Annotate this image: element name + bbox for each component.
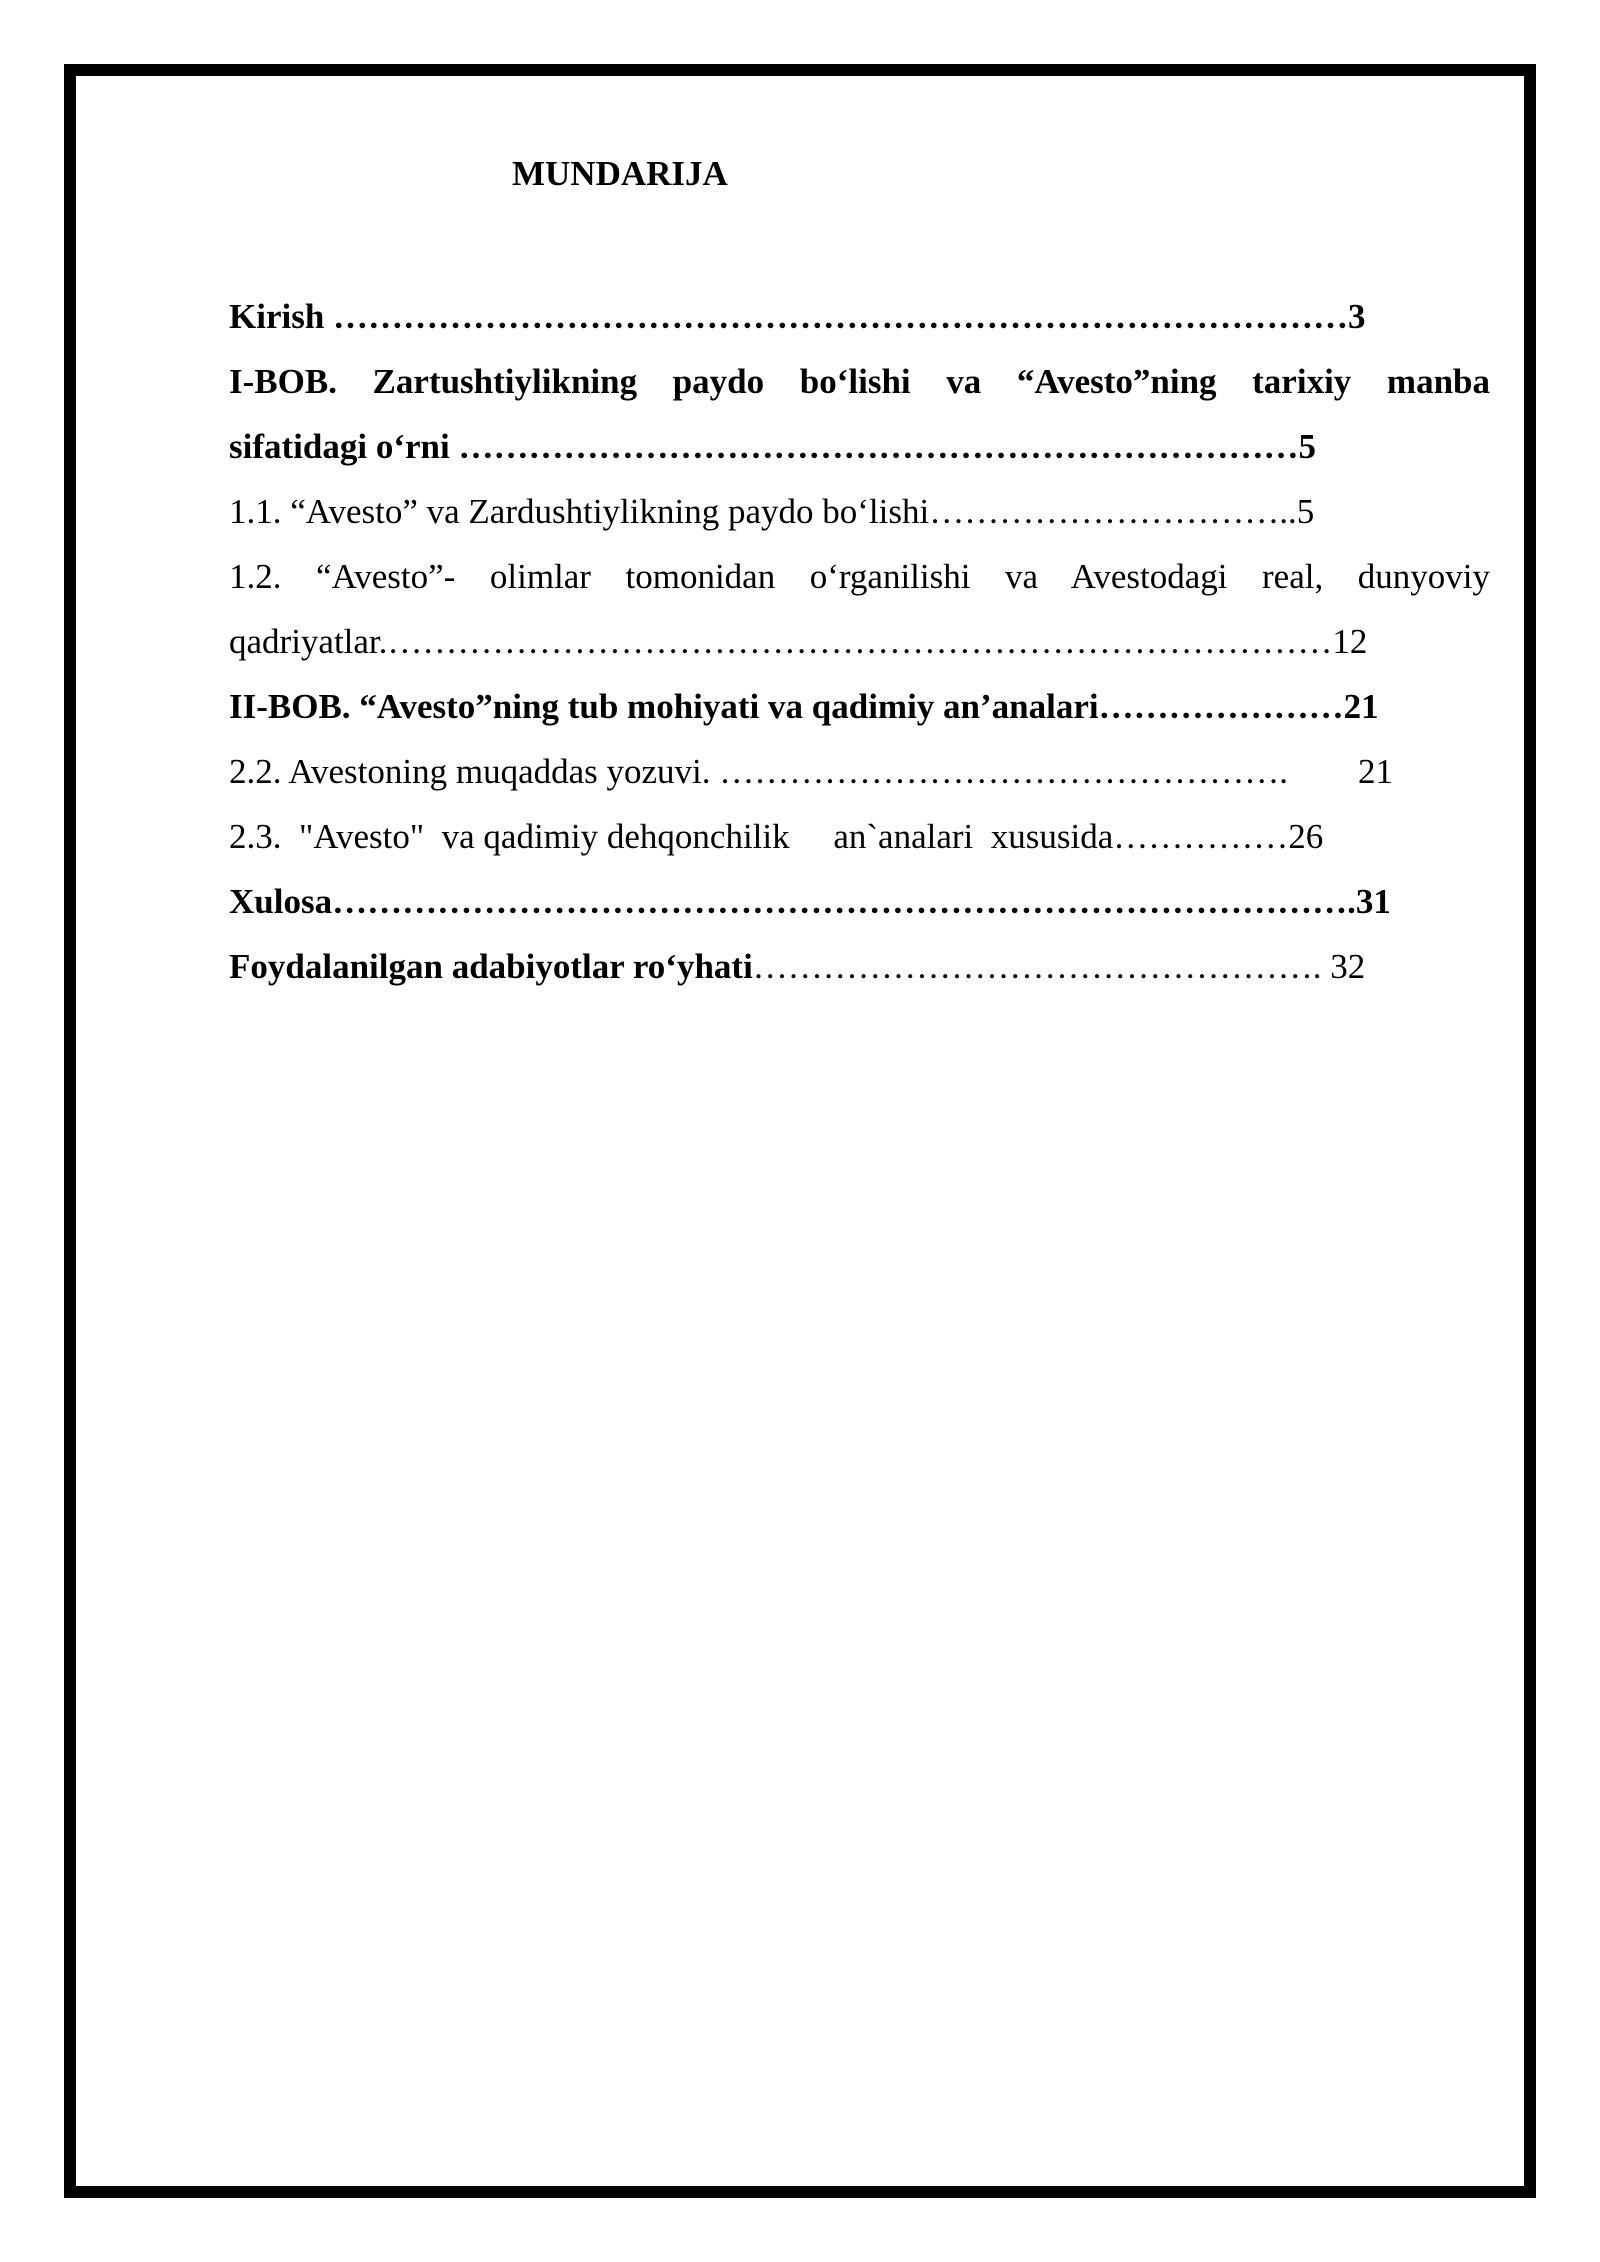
- toc-entry-section-1-1[interactable]: 1.1. “Avesto” va Zardushtiylikning paydo bo‘lishi…………………………..5: [229, 492, 1315, 531]
- toc-entry-section-1-2-line-2[interactable]: qadriyatlar.………………………………………………………………………12: [229, 622, 1368, 661]
- page-title: MUNDARIJA: [512, 154, 728, 193]
- toc-entry-chapter-2[interactable]: II-BOB. “Avesto”ning tub mohiyati va qadimiy an’analari…………………21: [229, 687, 1379, 726]
- toc-entry-chapter-1-line-2[interactable]: sifatidagi o‘rni ………………………………………………………………5: [229, 427, 1316, 466]
- toc-entry-section-1-2-line-1[interactable]: 1.2. “Avesto”- olimlar tomonidan o‘rganilishi va Avestodagi real, dunyoviy: [229, 557, 1490, 596]
- toc-entry-references-leader: …………………………………………. 32: [752, 947, 1366, 986]
- toc-entry-xulosa[interactable]: Xulosa…………………………………………………………………………….31: [229, 882, 1391, 921]
- toc-entry-section-2-3[interactable]: 2.3. "Avesto" va qadimiy dehqonchilik an`analari xususida……………26: [229, 817, 1324, 856]
- toc-entry-references[interactable]: [229, 934, 1490, 999]
- toc-entry-chapter-1-line-1[interactable]: I-BOB. Zartushtiylikning paydo bo‘lishi va “Avesto”ning tarixiy manba: [229, 362, 1490, 401]
- table-of-contents: [229, 284, 1490, 999]
- toc-entry-section-2-2[interactable]: 2.2. Avestoning muqaddas yozuvi. …………………………………………. 21: [229, 752, 1394, 791]
- toc-entry-references-title: Foydalanilgan adabiyotlar ro‘yhati: [229, 947, 753, 986]
- toc-entry-kirish[interactable]: Kirish ……………………………………………………………………………3: [229, 297, 1366, 336]
